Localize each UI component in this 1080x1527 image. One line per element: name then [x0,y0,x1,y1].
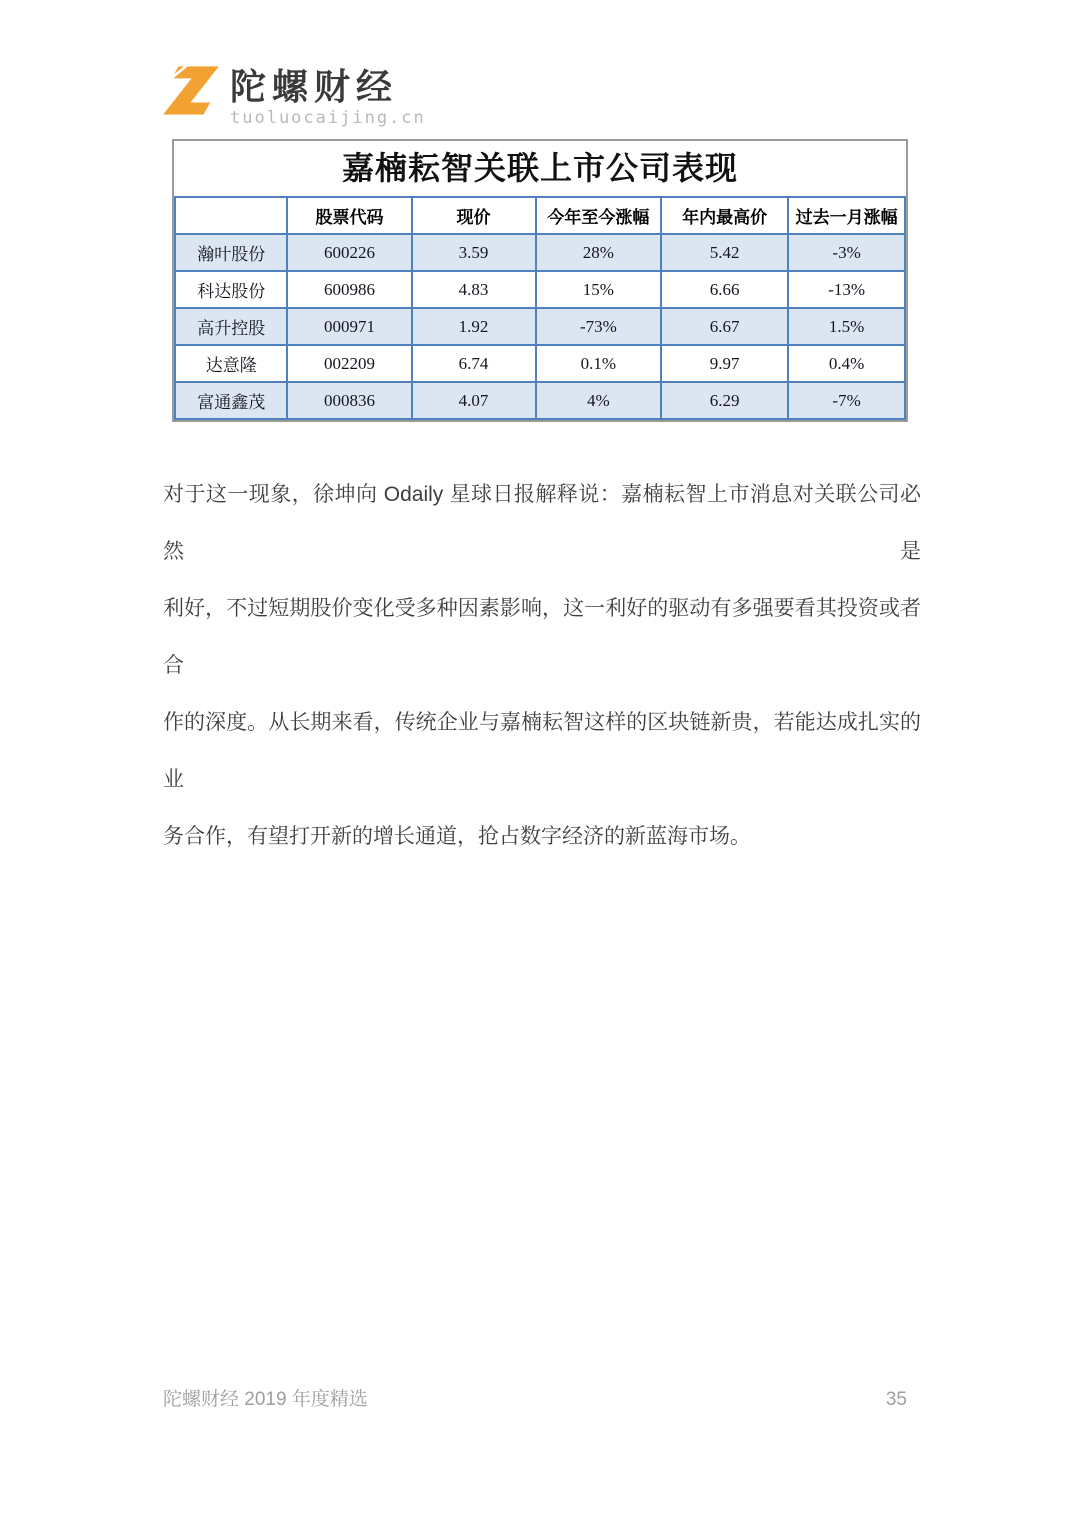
table-row [175,308,905,345]
cell-month: 0.4% [788,345,905,382]
paragraph-line: 对于这一现象，徐坤向 Odaily 星球日报解释说：嘉楠耘智上市消息对关联公司必然是 [163,483,921,563]
cell-ytd: 0.1% [536,345,662,382]
cell-ytd: -73% [536,308,662,345]
figure-title: 嘉楠耘智关联上市公司表现 [341,150,738,186]
table-row [175,234,905,271]
table-row [175,345,905,382]
cell-high: 6.67 [661,308,788,345]
cell-month: -13% [788,271,905,308]
cell-company: 富通鑫茂 [175,382,287,419]
cell-code: 600226 [287,234,411,271]
brand-domain: tuoluocaijing.cn [230,108,426,128]
cell-price: 4.07 [412,382,536,419]
cell-company: 达意隆 [175,345,287,382]
footer-title: 陀螺财经 2019 年度精选 [163,1389,368,1410]
cell-ytd: 15% [536,271,662,308]
cell-month: -7% [788,382,905,419]
cell-code: 002209 [287,345,411,382]
cell-price: 3.59 [412,234,536,271]
brand-name: 陀螺财经 [230,66,399,107]
header-current-price: 现价 [412,197,536,234]
cell-month: 1.5% [788,308,905,345]
cell-ytd: 4% [536,382,662,419]
paragraph-line: 利好，不过短期股价变化受多种因素影响，这一利好的驱动有多强要看其投资或者合 [163,597,921,677]
cell-month: -3% [788,234,905,271]
header-month-change: 过去一月涨幅 [788,197,905,234]
paragraph-line: 作的深度。从长期来看，传统企业与嘉楠耘智这样的区块链新贵，若能达成扎实的业 [163,711,921,791]
table-row [175,382,905,419]
cell-company: 科达股份 [175,271,287,308]
header-year-high: 年内最高价 [661,197,788,234]
cell-price: 1.92 [412,308,536,345]
cell-high: 6.29 [661,382,788,419]
page-number: 35 [885,1389,907,1410]
page-footer [163,1384,907,1411]
cell-ytd: 28% [536,234,662,271]
header-empty [175,197,287,234]
cell-high: 5.42 [661,234,788,271]
cell-code: 000971 [287,308,411,345]
body-paragraph [163,466,921,865]
z-lightning-icon [162,60,220,122]
table-row [175,271,905,308]
stock-table-figure [172,139,908,422]
header-stock-code: 股票代码 [287,197,411,234]
cell-code: 600986 [287,271,411,308]
cell-company: 瀚叶股份 [175,234,287,271]
cell-code: 000836 [287,382,411,419]
brand-logo [162,60,426,128]
header-ytd-change: 今年至今涨幅 [536,197,662,234]
paragraph-line: 务合作，有望打开新的增长通道，抢占数字经济的新蓝海市场。 [163,825,751,848]
stock-table [174,196,906,420]
cell-price: 6.74 [412,345,536,382]
cell-price: 4.83 [412,271,536,308]
cell-high: 9.97 [661,345,788,382]
cell-high: 6.66 [661,271,788,308]
cell-company: 高升控股 [175,308,287,345]
table-header-row [175,197,905,234]
